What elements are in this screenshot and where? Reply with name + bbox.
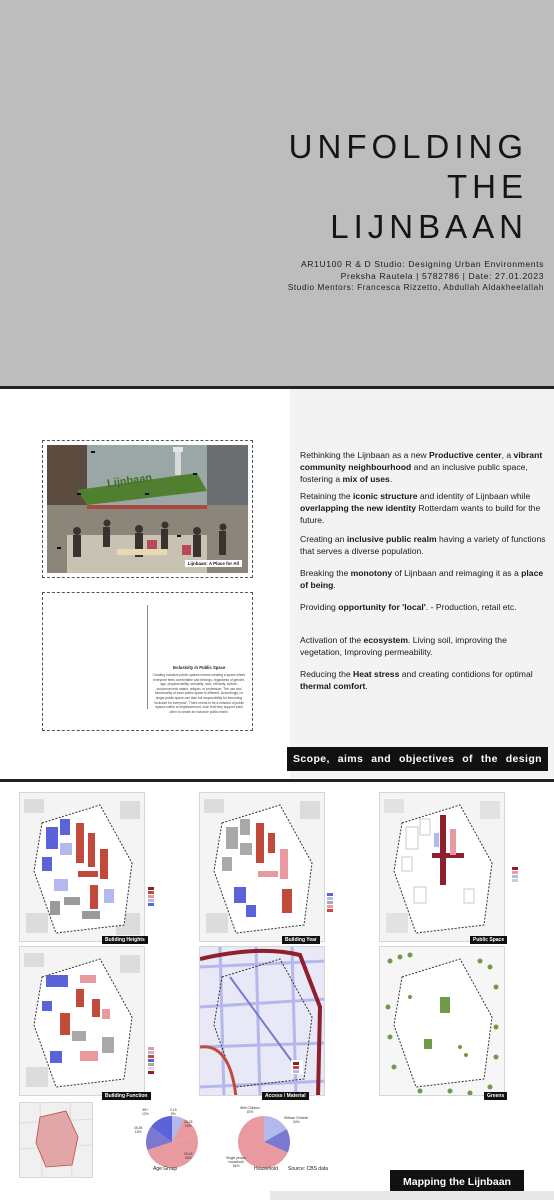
access-legend xyxy=(291,1060,303,1074)
mentors-line: Studio Mentors: Francesca Rizzetto, Abdullah Aldakheelallah xyxy=(287,283,544,292)
body-text: Breaking the xyxy=(300,568,351,578)
map-graphic xyxy=(380,793,505,942)
photo-wordmark: Lijnbaan xyxy=(106,471,153,491)
emphasis-text: mix of uses xyxy=(342,474,390,484)
inclusivity-body: Creating inclusive public spaces means creating a space where everyone feels comfortable and belongs, regardless of gender, age, physical ability, sexuality, race, ethnicity, culture, socioeconomic status, religion, or profession. The use and functionality of each public space is different. Accordingly, no single public space can take full responsibility for becoming 'inclusive for everyone'. There needs to be a network of public spaces within a neighbourhood, such that they support each other to create an inclusive public realm. xyxy=(152,673,246,714)
banner-word: and xyxy=(371,753,392,765)
heights-legend xyxy=(148,886,156,906)
map-graphic xyxy=(20,947,145,1096)
inclusivity-title: Inclusivity in Public Space xyxy=(172,665,226,670)
body-text: Retaining the xyxy=(300,491,354,501)
emphasis-text: monotony xyxy=(350,568,393,578)
function-legend xyxy=(148,1046,156,1074)
emphasis-text: opportunity for 'local' xyxy=(338,602,426,612)
studio-line: AR1U100 R & D Studio: Designing Urban Environments xyxy=(300,259,544,269)
title-line-3: LIJNBAAN xyxy=(330,208,528,245)
body-text: Rotterdam wants to build for the future. xyxy=(300,503,541,525)
age-group-title: Age Group xyxy=(153,1166,178,1172)
household-label: Single person household 54% xyxy=(226,1156,247,1168)
photo-tag xyxy=(145,493,149,495)
objective-paragraph xyxy=(300,490,550,526)
age-label: 25-45 40% xyxy=(184,1152,193,1160)
map-building-year xyxy=(199,792,325,942)
map-label: Access / Material xyxy=(262,1092,309,1100)
photo-tag xyxy=(177,535,181,537)
body-text: and creating contidions for optimal xyxy=(399,669,533,679)
map-label: Building Function xyxy=(102,1092,151,1100)
objective-paragraph xyxy=(300,567,550,591)
cover-section xyxy=(0,0,554,386)
body-text: Reducing the xyxy=(300,669,354,679)
photo-tag xyxy=(77,493,81,495)
objective-paragraph xyxy=(300,668,550,692)
photo-caption: Lijnbaan: A Place for All xyxy=(185,560,242,567)
banner-word: the xyxy=(480,753,498,765)
lijnbaan-collage-photo xyxy=(47,445,248,573)
author-line: Preksha Rautela | 5782786 | Date: 27.01.2023 xyxy=(340,271,544,281)
map-public-space xyxy=(379,792,505,942)
emphasis-text: inclusive public realm xyxy=(346,534,437,544)
photo-tag xyxy=(91,451,95,453)
emphasis-text: vibrant community neighbourhood xyxy=(300,450,543,472)
emphasis-text: place of being xyxy=(300,568,544,590)
banner-word: of xyxy=(462,753,473,765)
map-access-material xyxy=(199,946,325,1096)
map-greens xyxy=(379,946,505,1096)
next-page-strip xyxy=(270,1191,554,1200)
emphasis-text: overlapping the new identity xyxy=(300,503,417,513)
body-text: . xyxy=(365,681,368,691)
map-graphic xyxy=(200,947,325,1096)
map-label: Public Space xyxy=(470,936,507,944)
body-text: Creating an xyxy=(300,534,347,544)
banner-word: objectives xyxy=(398,753,455,765)
body-text: Activation of the xyxy=(300,635,364,645)
map-graphic xyxy=(200,793,325,942)
emphasis-text: iconic structure xyxy=(353,491,418,501)
photo-tag xyxy=(57,547,61,549)
map-label: Building Heights xyxy=(102,936,148,944)
objective-paragraph xyxy=(300,449,550,485)
context-map xyxy=(19,1102,93,1178)
objective-paragraph xyxy=(300,533,550,557)
objective-paragraph xyxy=(300,634,550,658)
banner-word: Scope, xyxy=(293,753,330,765)
body-text: of Lijnbaan and reimaging it as a xyxy=(392,568,522,578)
map-building-heights xyxy=(19,792,145,942)
body-text: . xyxy=(389,474,393,484)
age-label: 65+ 12% xyxy=(142,1108,149,1116)
emphasis-text: Heat stress xyxy=(353,669,400,679)
age-label: 45-65 18% xyxy=(134,1126,143,1134)
body-text: having a variety of functions that serves a diverse population. xyxy=(300,534,546,556)
household-label: Without Children 24% xyxy=(284,1116,309,1124)
photo-illustration xyxy=(47,445,248,573)
title-line-2: THE xyxy=(447,168,528,205)
mapping-banner: Mapping the Lijnbaan xyxy=(390,1170,524,1194)
banner-word: aims xyxy=(337,753,364,765)
banner-word: design xyxy=(505,753,542,765)
body-text: and identity of Lijnbaan while xyxy=(417,491,531,501)
map-label: Building Year xyxy=(282,936,320,944)
age-group-pie xyxy=(142,1112,202,1172)
body-text: . Living soil, improving the vegetation, Improving permeability. xyxy=(300,635,507,657)
photo-card xyxy=(42,440,253,578)
year-legend xyxy=(327,892,335,912)
body-text: , a xyxy=(501,450,514,460)
body-text: . xyxy=(333,580,336,590)
public-space-legend xyxy=(512,866,520,882)
emphasis-text: thermal comfort xyxy=(300,681,366,691)
title-line-1: UNFOLDING xyxy=(288,128,528,165)
map-graphic xyxy=(380,947,505,1096)
map-graphic xyxy=(20,793,145,942)
emphasis-text: Productive center xyxy=(429,450,502,460)
map-label: Greens xyxy=(484,1092,507,1100)
objective-paragraph xyxy=(300,601,550,613)
age-label: 0-15 8% xyxy=(170,1108,177,1116)
body-text: Rethinking the Lijnbaan as a new xyxy=(300,450,429,460)
card-divider xyxy=(147,605,148,709)
body-text: Providing xyxy=(300,602,339,612)
source-note: Source: CBS data xyxy=(288,1166,329,1172)
household-label: With Children 15% xyxy=(240,1106,260,1114)
map-building-function xyxy=(19,946,145,1096)
photo-tag xyxy=(193,473,197,475)
emphasis-text: ecosystem xyxy=(363,635,408,645)
age-label: 15-25 15% xyxy=(184,1120,193,1128)
scope-banner xyxy=(287,747,548,771)
household-title: Household xyxy=(254,1166,278,1172)
inclusivity-card xyxy=(42,592,253,731)
body-text: and an inclusive public space, fostering a xyxy=(300,462,528,484)
body-text: . - Production, retail etc. xyxy=(425,602,517,612)
map-graphic xyxy=(20,1103,93,1178)
